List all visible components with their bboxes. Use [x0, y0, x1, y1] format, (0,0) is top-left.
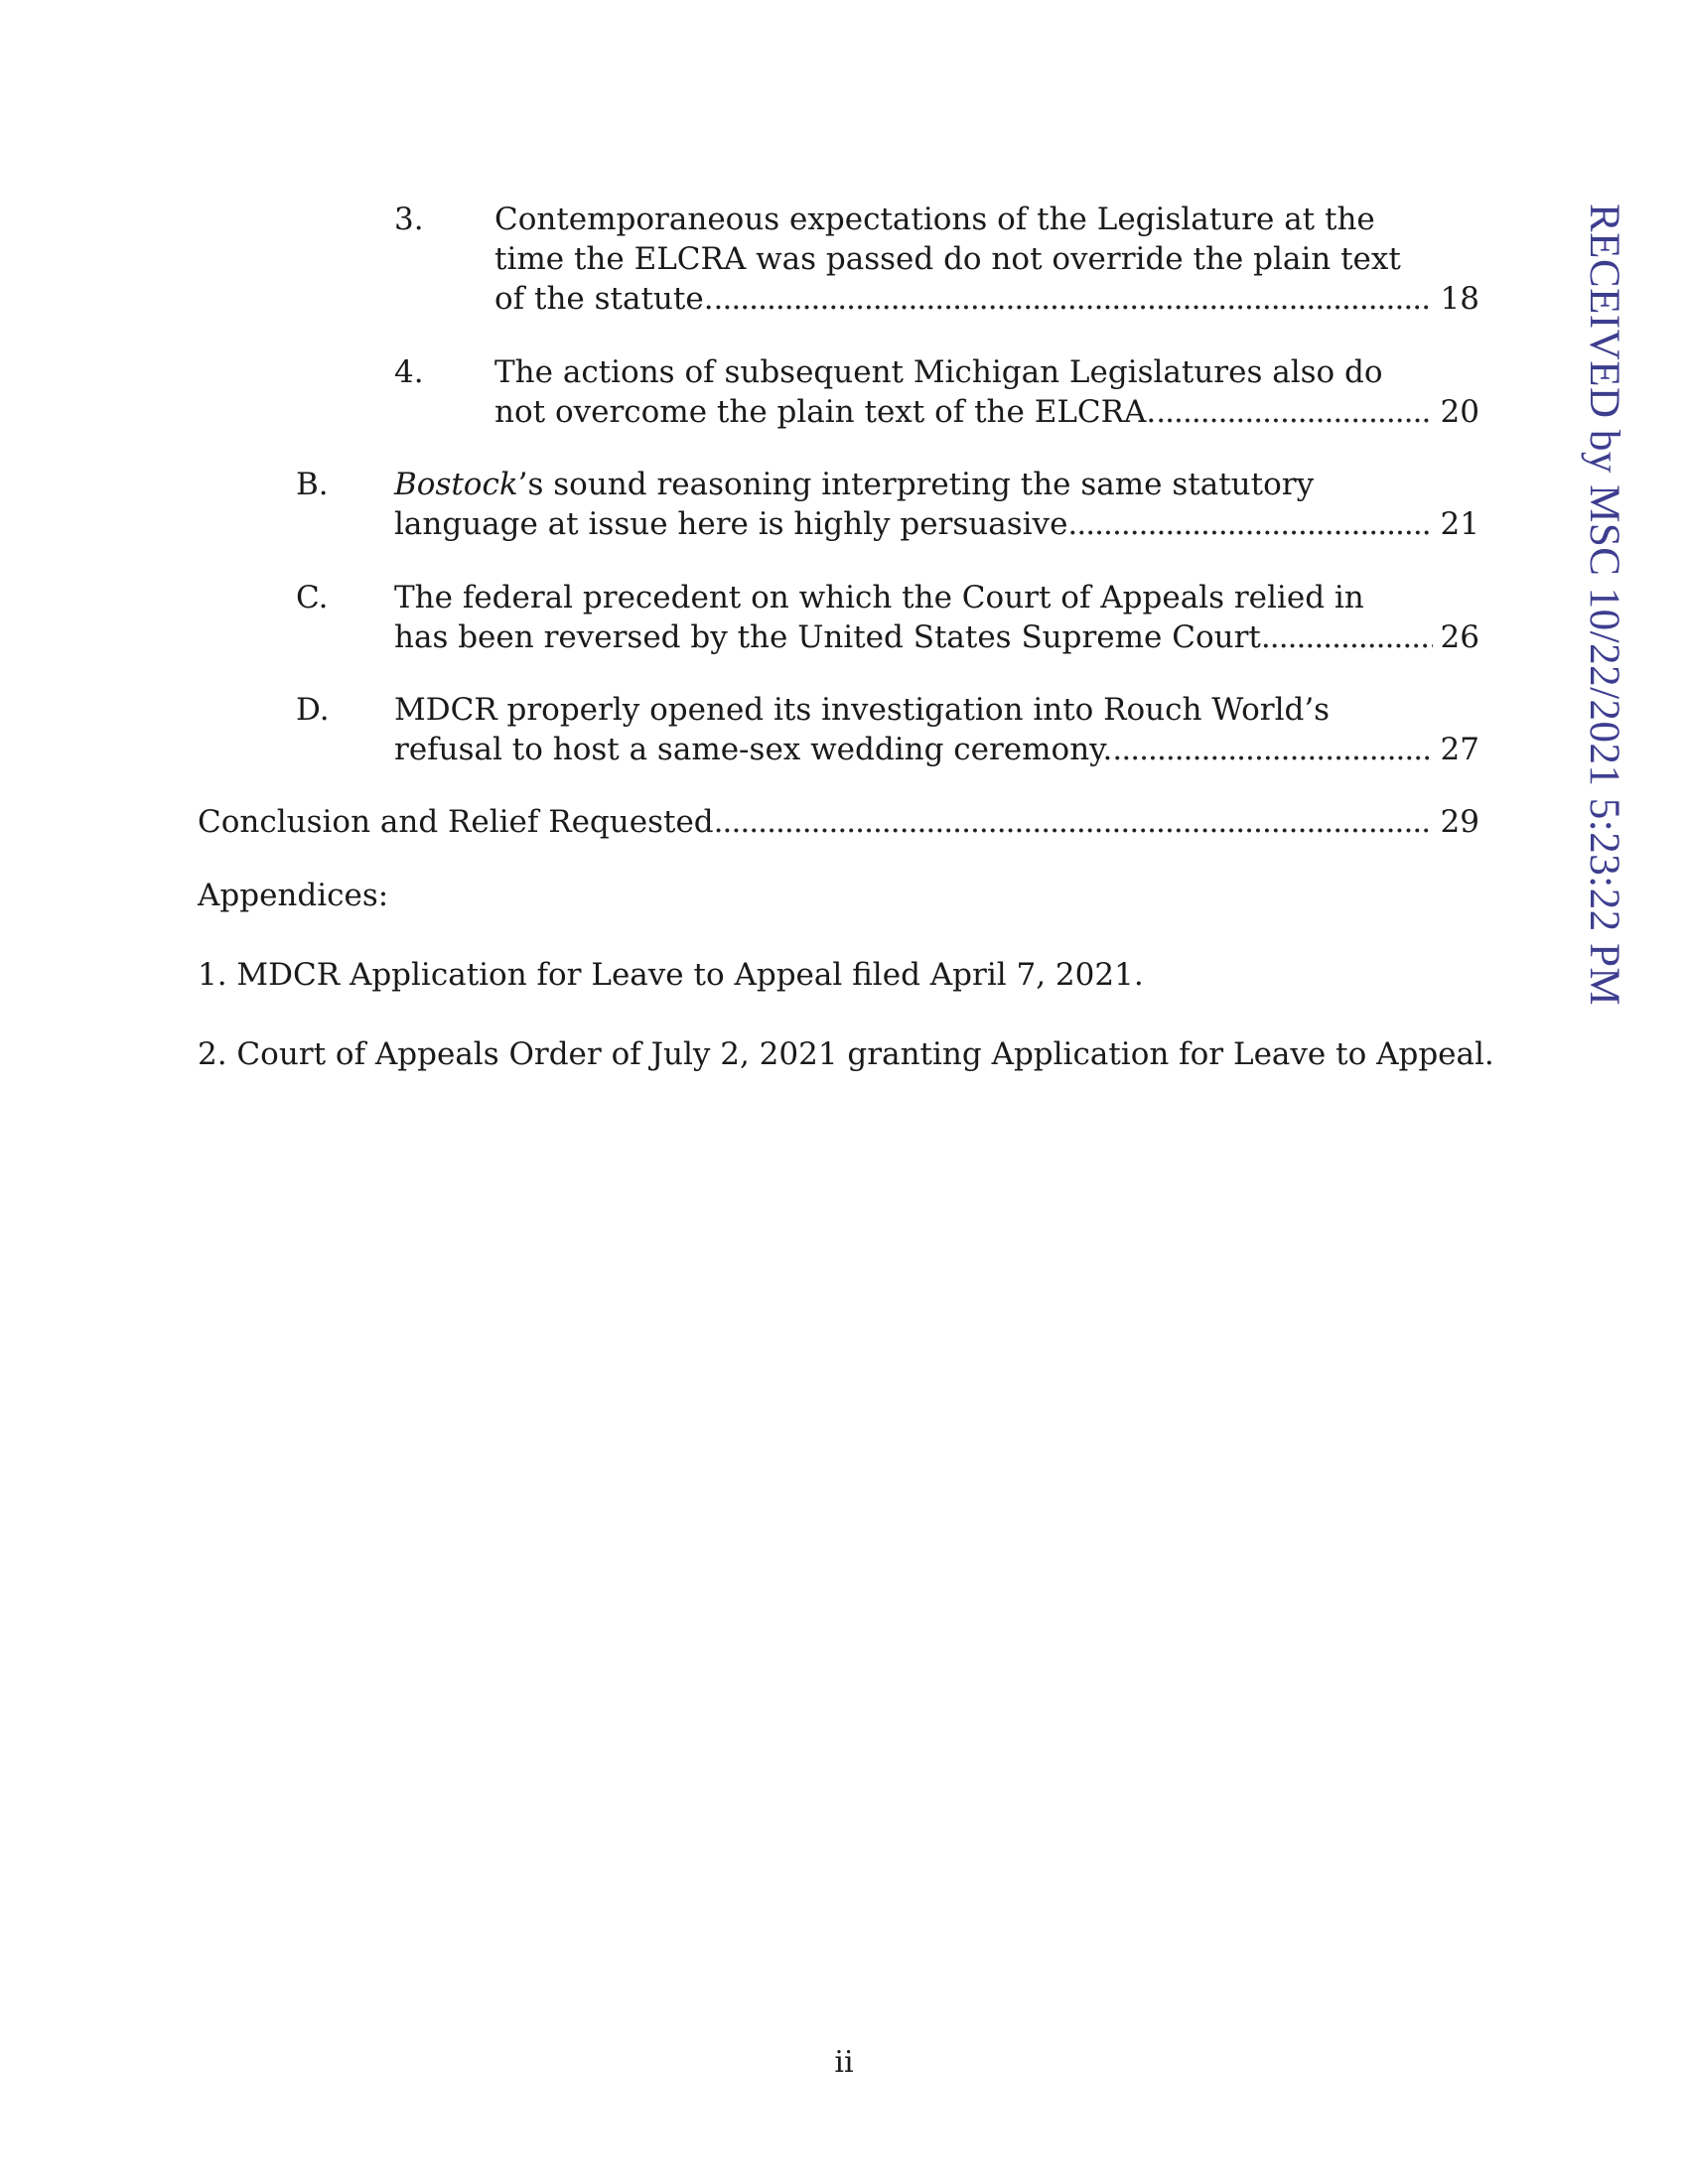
toc-entry-leader-line [198, 802, 1479, 842]
dot-leader [1112, 730, 1432, 769]
toc-entry-text: refusal to host a same-sex wedding ceremony. [394, 732, 1113, 767]
dot-leader [714, 802, 1433, 842]
toc-entry-letter: D. [296, 692, 330, 728]
toc-entry-text: Contemporaneous expectations of the Legislature at the [494, 202, 1375, 237]
toc-entry-text [394, 465, 1314, 504]
dot-leader [714, 279, 1433, 319]
appendix-item-2[interactable]: 2. Court of Appeals Order of July 2, 2021 granting Application for Leave to Appeal. [198, 1036, 1494, 1072]
toc-entry-letter: C. [296, 580, 329, 615]
page-number: ii [834, 2045, 854, 2080]
toc-entry-letter: B. [296, 467, 329, 502]
toc-entry-text: of the statute. [494, 281, 714, 317]
toc-entry-leader-line [394, 730, 1479, 769]
toc-page-number: 21 [1440, 506, 1479, 542]
toc-entry-leader-line [394, 617, 1479, 657]
toc-entry-text: MDCR properly opened its investigation into Rouch World’s [394, 692, 1331, 728]
toc-entry-number: 4. [394, 354, 424, 390]
toc-entry-text: language at issue here is highly persuasive [394, 506, 1068, 542]
dot-leader [1261, 617, 1433, 657]
toc-entry-text-rest: ’s sound reasoning interpreting the same statutory [517, 467, 1315, 502]
toc-entry-text: has been reversed by the United States Supreme Court [394, 619, 1261, 655]
case-name: Bostock [394, 467, 518, 502]
toc-entry-text: Conclusion and Relief Requested [198, 804, 714, 840]
received-stamp: RECEIVED by MSC 10/22/2021 5:23:22 PM [1581, 204, 1627, 1007]
dot-leader [1067, 504, 1432, 544]
dot-leader [1156, 392, 1432, 432]
toc-entry-leader-line [494, 392, 1479, 432]
toc-page-number: 26 [1440, 619, 1479, 655]
appendices-heading: Appendices: [198, 878, 389, 913]
toc-page-number: 20 [1440, 394, 1479, 430]
toc-entry-text: time the ELCRA was passed do not override the plain text [494, 241, 1401, 277]
toc-entry-text: The federal precedent on which the Court of Appeals relied in [394, 580, 1364, 615]
toc-entry-leader-line [394, 504, 1479, 544]
toc-page-number: 27 [1440, 732, 1479, 767]
appendix-item-1[interactable]: 1. MDCR Application for Leave to Appeal filed April 7, 2021. [198, 957, 1144, 993]
toc-entry-text: not overcome the plain text of the ELCRA. [494, 394, 1157, 430]
toc-page-number: 18 [1440, 281, 1479, 317]
toc-page-number: 29 [1440, 804, 1479, 840]
toc-entry-text: The actions of subsequent Michigan Legislatures also do [494, 354, 1383, 390]
toc-entry-number: 3. [394, 202, 424, 237]
toc-entry-leader-line [494, 279, 1479, 319]
